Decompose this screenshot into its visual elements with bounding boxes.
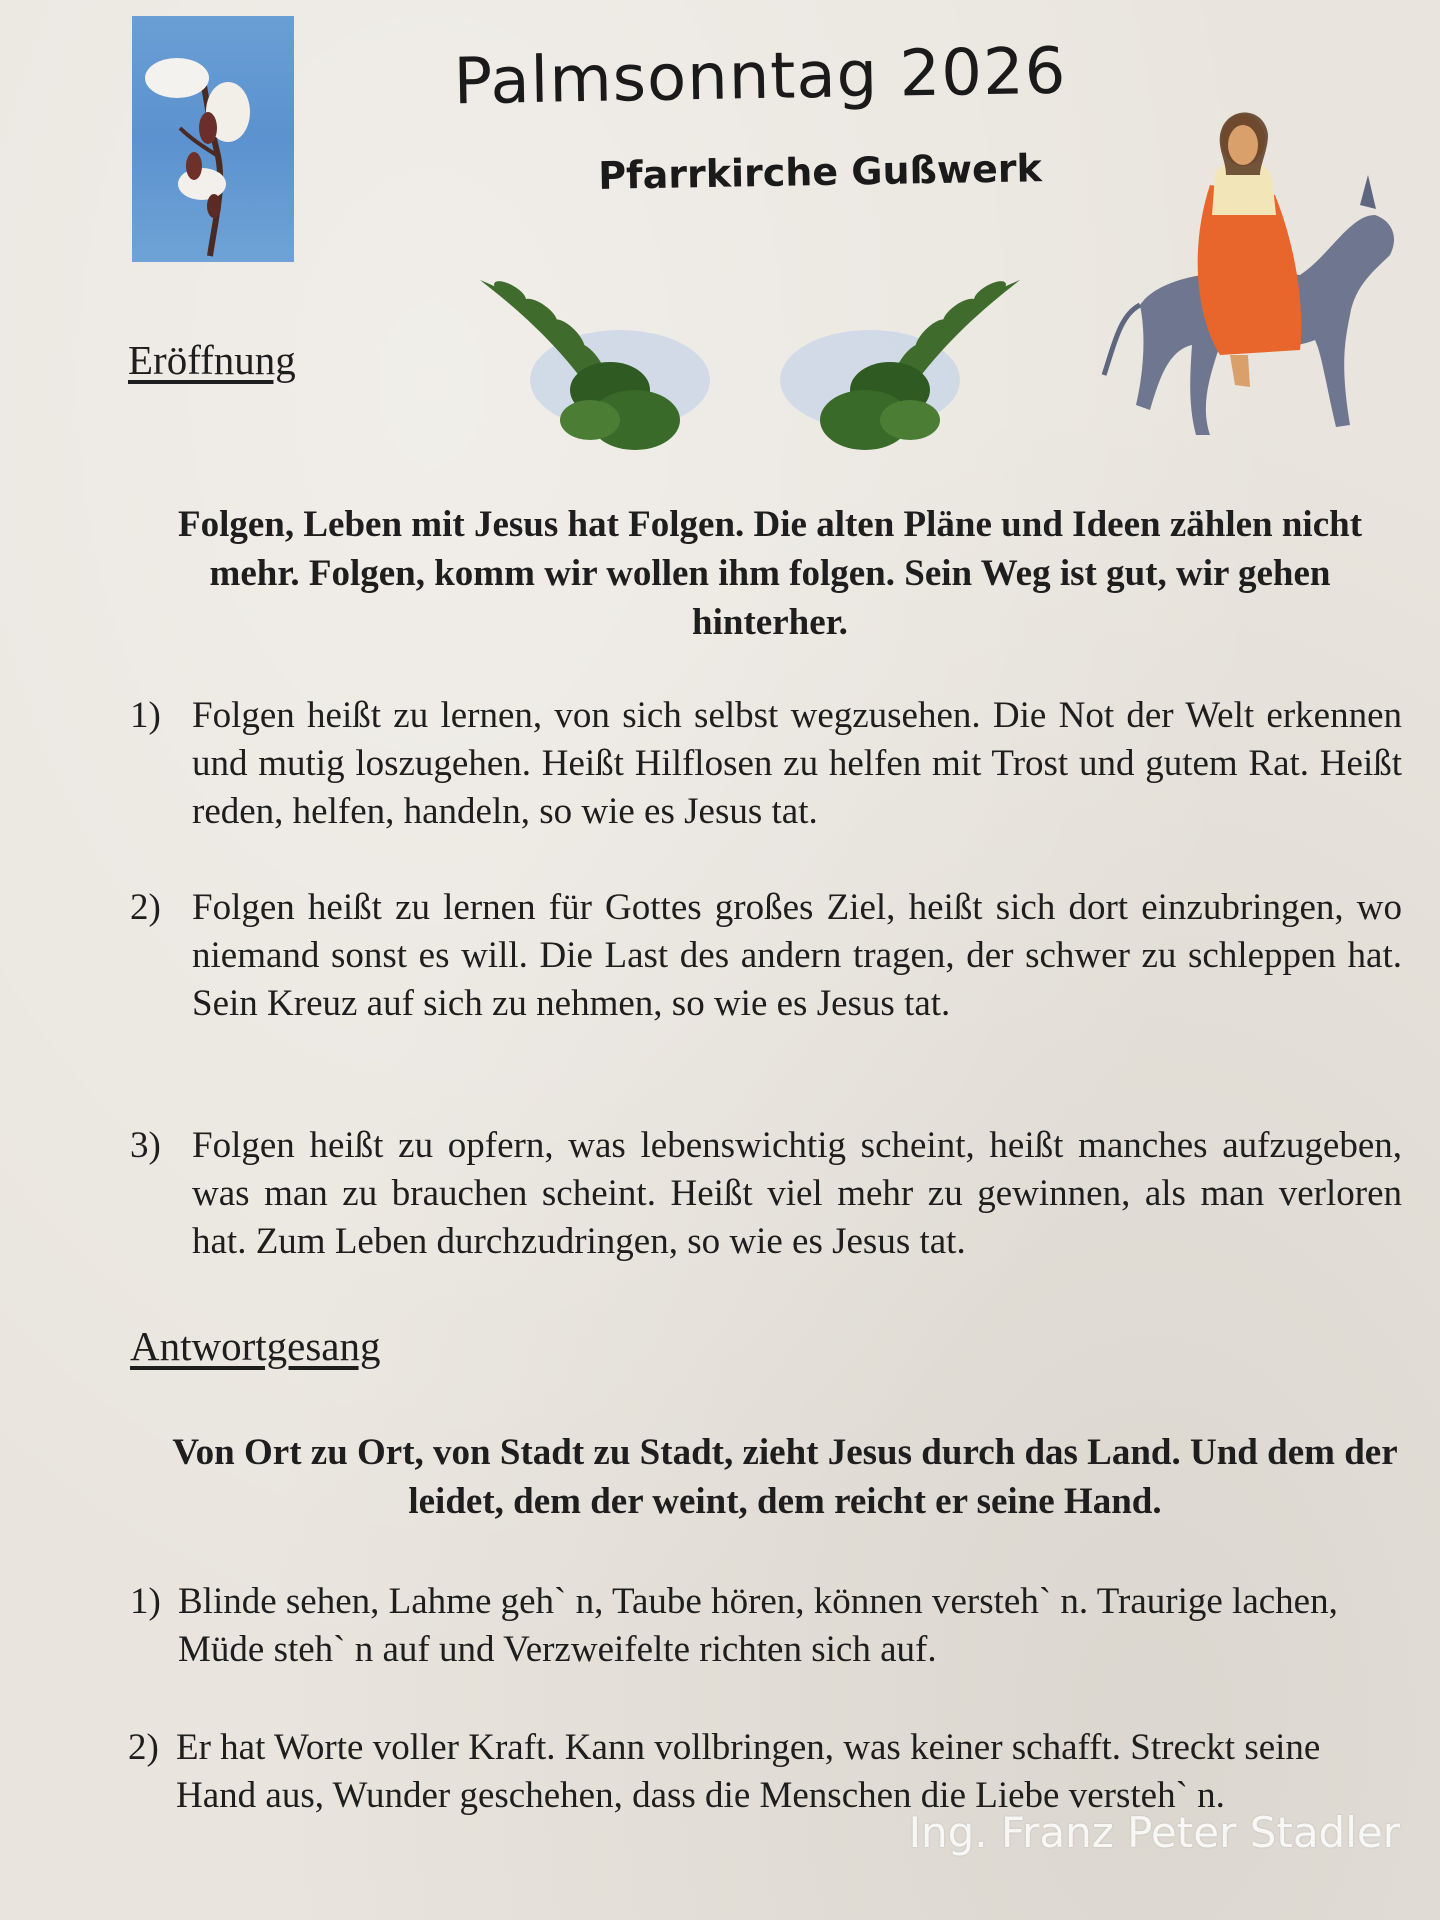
refrain-antwortgesang: Von Ort zu Ort, von Stadt zu Stadt, zieht Jesus durch das Land. Und dem der leidet, dem der weint, dem reicht er seine Hand.: [172, 1432, 1398, 1522]
palm-branches-icon: [470, 260, 1030, 470]
palm-branches-picture: [470, 260, 1030, 470]
verse-number: 1): [130, 695, 161, 736]
verse-antwortgesang-2: [128, 1724, 1368, 1820]
verse-eroeffnung-2: [130, 884, 1402, 1028]
verse-number: 1): [130, 1581, 161, 1622]
page-subtitle: Pfarrkirche Gußwerk: [597, 146, 1043, 198]
photographer-watermark: Ing. Franz Peter Stadler: [908, 1808, 1400, 1857]
verse-number: 2): [128, 1727, 159, 1768]
verse-eroeffnung-1: [130, 692, 1402, 836]
section-heading-antwortgesang: Antwortgesang: [130, 1323, 381, 1369]
verse-antwortgesang-1: [130, 1578, 1370, 1674]
catkin-branch-picture: [132, 16, 294, 262]
jesus-on-donkey-picture: [1100, 105, 1410, 445]
verse-number: 3): [130, 1125, 161, 1166]
verse-text: Folgen heißt zu lernen, von sich selbst wegzusehen. Die Not der Welt erkennen und mutig loszugehen. Heißt Hilflosen zu helfen mit Trost und gutem Rat. Heißt reden, helfen, handeln, so wie es Jesus tat.: [192, 695, 1402, 832]
jesus-on-donkey-icon: [1100, 105, 1410, 445]
verse-number: 2): [130, 887, 161, 928]
verse-text: Folgen heißt zu lernen für Gottes großes Ziel, heißt sich dort einzubringen, wo niemand sonst es will. Die Last des andern tragen, der schwer zu schleppen hat. Sein Kreuz auf sich zu nehmen, so wie es Jesus tat.: [192, 887, 1402, 1024]
refrain-eroeffnung: Folgen, Leben mit Jesus hat Folgen. Die alten Pläne und Ideen zählen nicht mehr. Folgen, komm wir wollen ihm folgen. Sein Weg ist gut, wir gehen hinterher.: [177, 504, 1363, 643]
verse-text: Folgen heißt zu opfern, was lebenswichtig scheint, heißt manches aufzugeben, was man zu brauchen scheint. Heißt viel mehr zu gewinnen, als man verloren hat. Zum Leben durchzudringen, so wie es Jesus tat.: [192, 1125, 1402, 1262]
verse-eroeffnung-3: [130, 1122, 1402, 1266]
catkin-branch-icon: [132, 16, 294, 262]
verse-text: Er hat Worte voller Kraft. Kann vollbringen, was keiner schafft. Streckt seine Hand aus, Wunder geschehen, dass die Menschen die Liebe versteh` n.: [176, 1727, 1321, 1816]
verse-text: Blinde sehen, Lahme geh` n, Taube hören, können versteh` n. Traurige lachen, Müde steh` n auf und Verzweifelte richten sich auf.: [178, 1581, 1338, 1670]
page-title: Palmsonntag 2026: [452, 34, 1068, 120]
section-heading-eroeffnung: Eröffnung: [128, 337, 296, 383]
